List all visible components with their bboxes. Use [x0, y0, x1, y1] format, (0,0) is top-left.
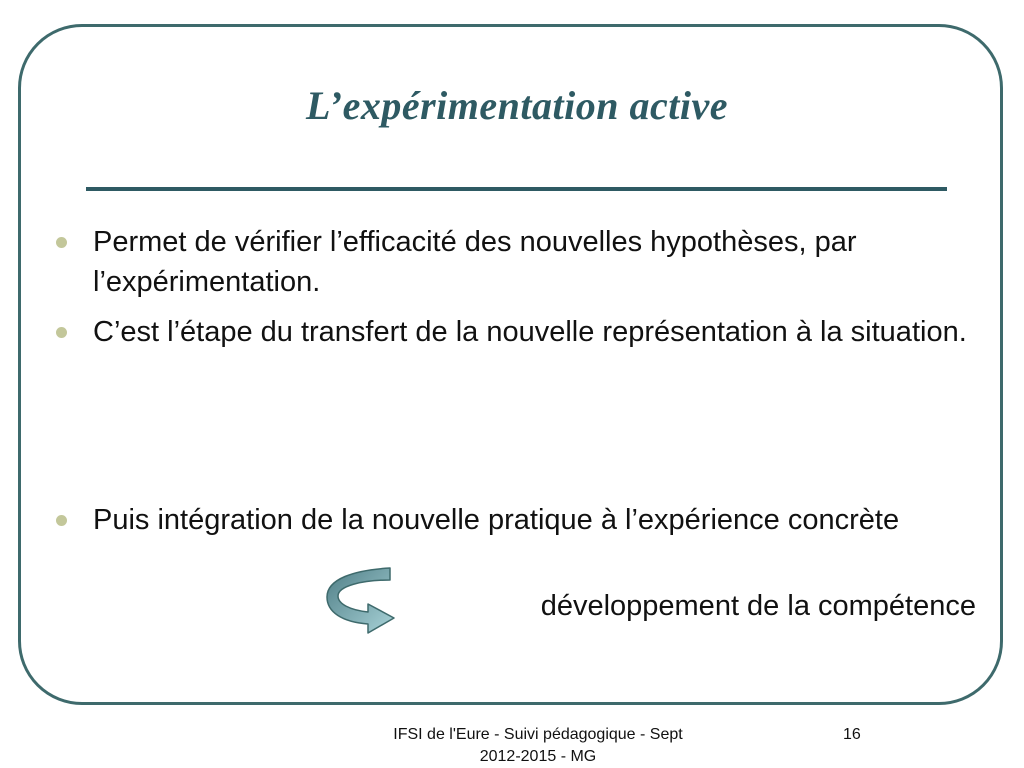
- bullet-item: [93, 312, 993, 352]
- bullet-text: Puis intégration de la nouvelle pratique à l’expérience concrète: [93, 504, 900, 536]
- page-number: 16: [843, 726, 861, 743]
- bullet-dot-icon: [56, 237, 67, 248]
- bullet-dot-icon: [56, 327, 67, 338]
- title-underline: [86, 187, 947, 191]
- result-text: développement de la compétence: [540, 590, 976, 622]
- bullet-text: C’est l’étape du transfert de la nouvelle représentation à la situation.: [93, 316, 967, 348]
- footer-text: IFSI de l'Eure - Suivi pédagogique - Sept 2012-2015 - MG: [393, 726, 683, 765]
- slide-title: L’expérimentation active: [306, 83, 728, 128]
- bullet-item: [93, 500, 993, 540]
- bullet-dot-icon: [56, 515, 67, 526]
- bullet-item: [93, 222, 993, 302]
- bullet-text: Permet de vérifier l’efficacité des nouvelles hypothèses, par l’expérimentation.: [93, 226, 857, 298]
- curved-arrow-icon: [322, 566, 398, 636]
